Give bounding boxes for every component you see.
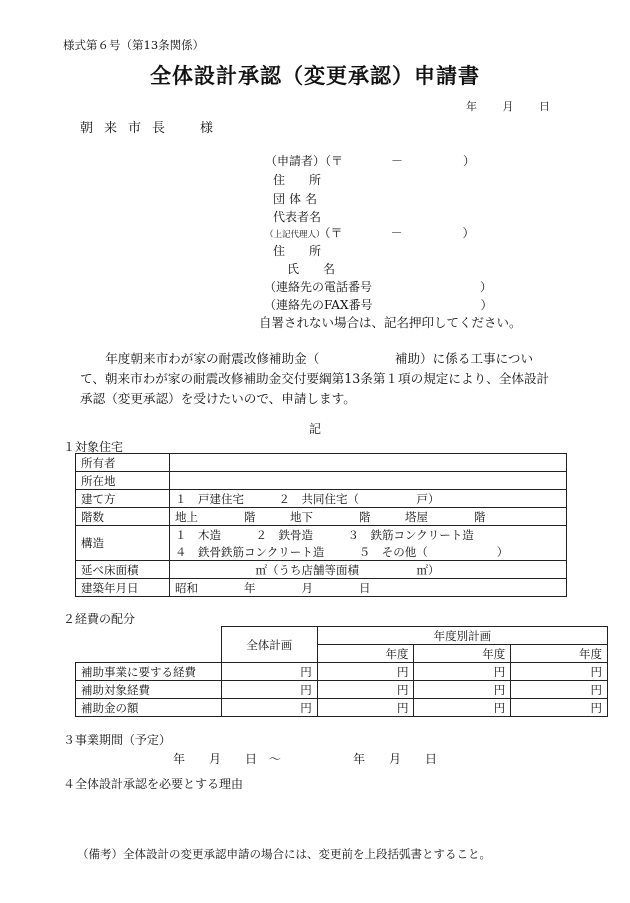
address-label: 住 所 xyxy=(273,173,322,187)
yen-cell[interactable]: 円 xyxy=(511,699,608,717)
yen-cell[interactable]: 円 xyxy=(511,663,608,681)
row-label: 所有者 xyxy=(76,454,170,472)
location-field[interactable] xyxy=(170,472,567,490)
header-total-plan: 全体計画 xyxy=(221,627,317,663)
table-row xyxy=(76,699,608,717)
yen-cell[interactable]: 円 xyxy=(317,663,414,681)
table-row xyxy=(76,681,608,699)
building-type-field[interactable]: １ 戸建住宅 ２ 共同住宅（ 戸） xyxy=(170,490,567,508)
table-row xyxy=(76,579,567,597)
cost-table xyxy=(75,626,608,717)
yen-cell[interactable]: 円 xyxy=(511,681,608,699)
section4-title: ４全体設計承認を必要とする理由 xyxy=(63,777,244,791)
remarks-note: （備考）全体設計の変更承認申請の場合には、変更前を上段括弧書とすること。 xyxy=(77,847,491,861)
row-label: 補助金の額 xyxy=(76,699,222,717)
form-number: 様式第６号（第13条関係） xyxy=(63,38,205,52)
applicant-label-line xyxy=(265,152,475,169)
postal-code-2: （〒 － ） xyxy=(324,226,475,240)
ki-heading: 記 xyxy=(308,422,321,436)
request-body-text: 年度朝来市わが家の耐震改修補助金（ 補助）に係る工事について、朝来市わが家の耐震改修補助金交付要綱第13条第１項の規定により、全体設計承認（変更承認）を受けたいので、申請します。 xyxy=(80,351,550,406)
phone-label: （連絡先の電話番号 ） xyxy=(264,280,493,294)
table-row xyxy=(76,508,567,526)
header-year: 年度 xyxy=(414,645,511,663)
yen-cell[interactable]: 円 xyxy=(414,681,511,699)
project-period: 年 月 日 ～ 年 月 日 xyxy=(173,752,438,766)
built-date-field[interactable]: 昭和 年 月 日 xyxy=(170,579,567,597)
floors-field[interactable]: 地上 階 地下 階 塔屋 階 xyxy=(170,508,567,526)
proxy-line xyxy=(265,224,475,241)
date-line xyxy=(466,98,550,114)
date-year: 年 xyxy=(466,100,477,113)
yen-cell[interactable]: 円 xyxy=(414,663,511,681)
row-label: 建築年月日 xyxy=(76,579,170,597)
row-label: 建て方 xyxy=(76,490,170,508)
structure-field-1[interactable]: １ 木造 ２ 鉄骨造 ３ 鉄筋コンクリート造 xyxy=(170,526,567,544)
yen-cell[interactable]: 円 xyxy=(221,663,317,681)
section2-title: ２経費の配分 xyxy=(63,612,136,626)
addressee: 朝来市長 様 xyxy=(80,121,225,136)
signature-note: 自署されない場合は、記名押印してください。 xyxy=(259,315,522,330)
fax-label: （連絡先のFAX番号 ） xyxy=(264,298,493,312)
owner-field[interactable] xyxy=(170,454,567,472)
proxy-label: （上記代理人） xyxy=(265,230,325,240)
target-house-table xyxy=(75,453,567,597)
table-row xyxy=(76,490,567,508)
applicant-label: （申請者） xyxy=(265,154,326,168)
yen-cell[interactable]: 円 xyxy=(317,681,414,699)
floor-area-field[interactable]: ㎡（うち店舗等面積 ㎡） xyxy=(170,561,567,579)
section3-title: ３事業期間（予定） xyxy=(63,733,172,747)
table-row xyxy=(76,561,567,579)
row-label: 構造 xyxy=(76,526,170,561)
row-label: 補助対象経費 xyxy=(76,681,222,699)
header-year: 年度 xyxy=(317,645,414,663)
yen-cell[interactable]: 円 xyxy=(414,699,511,717)
yen-cell[interactable]: 円 xyxy=(317,699,414,717)
postal-code-1: （〒 － ） xyxy=(325,154,476,168)
header-blank xyxy=(76,627,222,663)
row-label: 補助事業に要する経費 xyxy=(76,663,222,681)
table-row xyxy=(76,663,608,681)
address-label-2: 住 所 xyxy=(273,244,322,258)
date-day: 日 xyxy=(539,100,550,113)
table-row xyxy=(76,454,567,472)
row-label: 所在地 xyxy=(76,472,170,490)
row-label: 延べ床面積 xyxy=(76,561,170,579)
table-header-row xyxy=(76,627,608,645)
structure-field-2[interactable]: ４ 鉄骨鉄筋コンクリート造 ５ その他（ ） xyxy=(170,543,567,561)
section1-title: １対象住宅 xyxy=(63,440,124,454)
yen-cell[interactable]: 円 xyxy=(221,681,317,699)
representative-label: 代表者名 xyxy=(273,210,322,224)
table-row xyxy=(76,526,567,544)
date-month: 月 xyxy=(502,100,514,113)
header-year: 年度 xyxy=(511,645,608,663)
group-name-label: 団体名 xyxy=(273,192,322,206)
document-title: 全体設計承認（変更承認）申請書 xyxy=(150,63,480,88)
table-row xyxy=(76,472,567,490)
header-yearly-plan: 年度別計画 xyxy=(317,627,607,645)
name-label: 氏 名 xyxy=(287,262,336,276)
row-label: 階数 xyxy=(76,508,170,526)
yen-cell[interactable]: 円 xyxy=(221,699,317,717)
